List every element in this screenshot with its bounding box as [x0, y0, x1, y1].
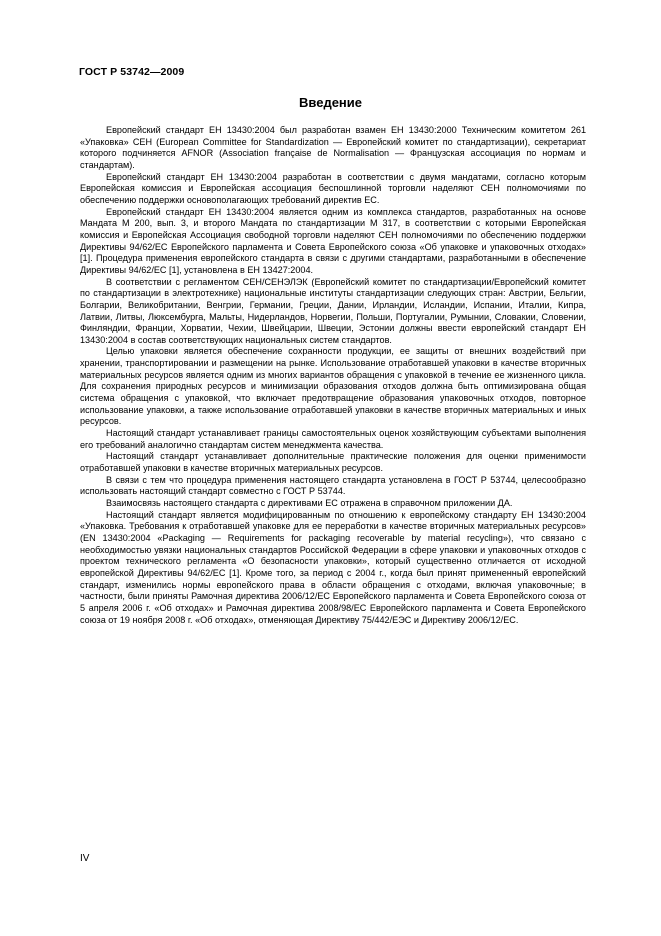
paragraph: Настоящий стандарт устанавливает дополнительные практические положения для оценки применимости отработавшей упаковки в качестве вторичных материальных ресурсов. [80, 451, 586, 474]
paragraph: Целью упаковки является обеспечение сохранности продукции, ее защиты от внешних воздействий при хранении, транспортировании и размещении на рынке. Использование отработавшей упаковки в качестве вторичных материальных ресурсов является одним из многих вариантов обращения с упаковкой в течение ее жизненного цикла. Для сохранения природных ресурсов и минимизации образования отходов должна быть оптимизирована общая система обращения с упаковкой, что включает предотвращение образования упаковочных отходов, повторное использование упаковки, а также использование отработавшей упаковки в качестве вторичных материальных и иных ресурсов. [80, 346, 586, 427]
paragraph: Настоящий стандарт устанавливает границы самостоятельных оценок хозяйствующим субъектами выполнения его требований аналогично стандартам систем менеджмента качества. [80, 428, 586, 450]
paragraph: Европейский стандарт ЕН 13430:2004 является одним из комплекса стандартов, разработанных на основе Мандата М 200, вып. 3, и второго Мандата по стандартизации М 317, в соответствии с которыми Европейская комиссия и Европейская Ассоциация свободной торговли наделяют СЕН полномочиями по обеспечению поддержки Директивы 94/62/ЕС Европейского парламента и Совета Европейского союза «Об упаковке и упаковочных отходах» [1]. Процедура применения европейского стандарта в связи с другими стандартами, разработанными в обеспечение Директивы 94/62/ЕС [1], установлена в ЕН 13427:2004. [80, 206, 586, 275]
paragraph: Европейский стандарт ЕН 13430:2004 был разработан взамен ЕН 13430:2000 Техническим комитетом 261 «Упаковка» СЕН (European Committee for Standardization — Европейский комитет по стандартизации), секретариат которого подчиняется AFNOR (Association française de Normalisation — Французская ассоциация по нормам и стандартам). [80, 125, 586, 170]
body-text [80, 125, 586, 626]
paragraph: Европейский стандарт ЕН 13430:2004 разработан в соответствии с двумя мандатами, согласно которым Европейская комиссия и Европейская ассоциация беспошлинной торговли наделяют СЕН полномочиями по обеспечению поддержки основополагающих требований директив ЕС. [80, 171, 586, 205]
paragraph: В соответствии с регламентом СЕН/СЕНЭЛЭК (Европейский комитет по стандартизации/Европейский комитет по стандартизации в электротехнике) национальные институты стандартизации следующих стран: Австрии, Бельгии, Болгарии, Великобритании, Венгрии, Германии, Греции, Дании, Ирландии, Исландии, Испании, Италии, Кипра, Латвии, Литвы, Люксембурга, Мальты, Нидерландов, Норвегии, Польши, Португалии, Румынии, Словакии, Словении, Финляндии, Франции, Хорватии, Чехии, Швейцарии, Швеции, Эстонии должны ввести европейский стандарт ЕН 13430:2004 в состав соответствующих национальных систем стандартов. [80, 276, 586, 345]
paragraph: Взаимосвязь настоящего стандарта с директивами ЕС отражена в справочном приложении ДА. [106, 498, 513, 508]
document-code: ГОСТ Р 53742—2009 [79, 66, 185, 78]
section-title: Введение [299, 95, 362, 110]
page-number: IV [80, 853, 90, 864]
paragraph: В связи с тем что процедура применения настоящего стандарта установлена в ГОСТ Р 53744, целесообразно использовать настоящий стандарт совместно с ГОСТ Р 53744. [80, 474, 586, 497]
paragraph: Настоящий стандарт является модифицированным по отношению к европейскому стандарту ЕН 13430:2004 «Упаковка. Требования к отработавшей упаковке для ее переработки в качестве вторичных материальных ресурсов» (EN 13430:2004 «Packaging — Requirements for packaging recoverable by material recycling»), что связано с необходимостью увязки национальных стандартов Российской Федерации в сфере упаковки и упаковочных отходов с проектом технического регламента «О безопасности упаковки», который существенно отличается от исходной европейской Директивы 94/62/ЕС [1]. Кроме того, за период с 2004 г., когда был принят примененный европейский стандарт, изменились нормы европейского права в области обращения с отходами, включая упаковочные; в частности, были приняты Рамочная директива 2006/12/ЕС Европейского парламента и Совета Европейского союза от 5 апреля 2006 г. «Об отходах» и Рамочная директива 2008/98/ЕС Европейского парламента и Совета Европейского союза от 19 ноября 2008 г. «Об отходах», отменяющая Директиву 75/442/ЕЭС и Директиву 2006/12/ЕС. [80, 509, 586, 625]
